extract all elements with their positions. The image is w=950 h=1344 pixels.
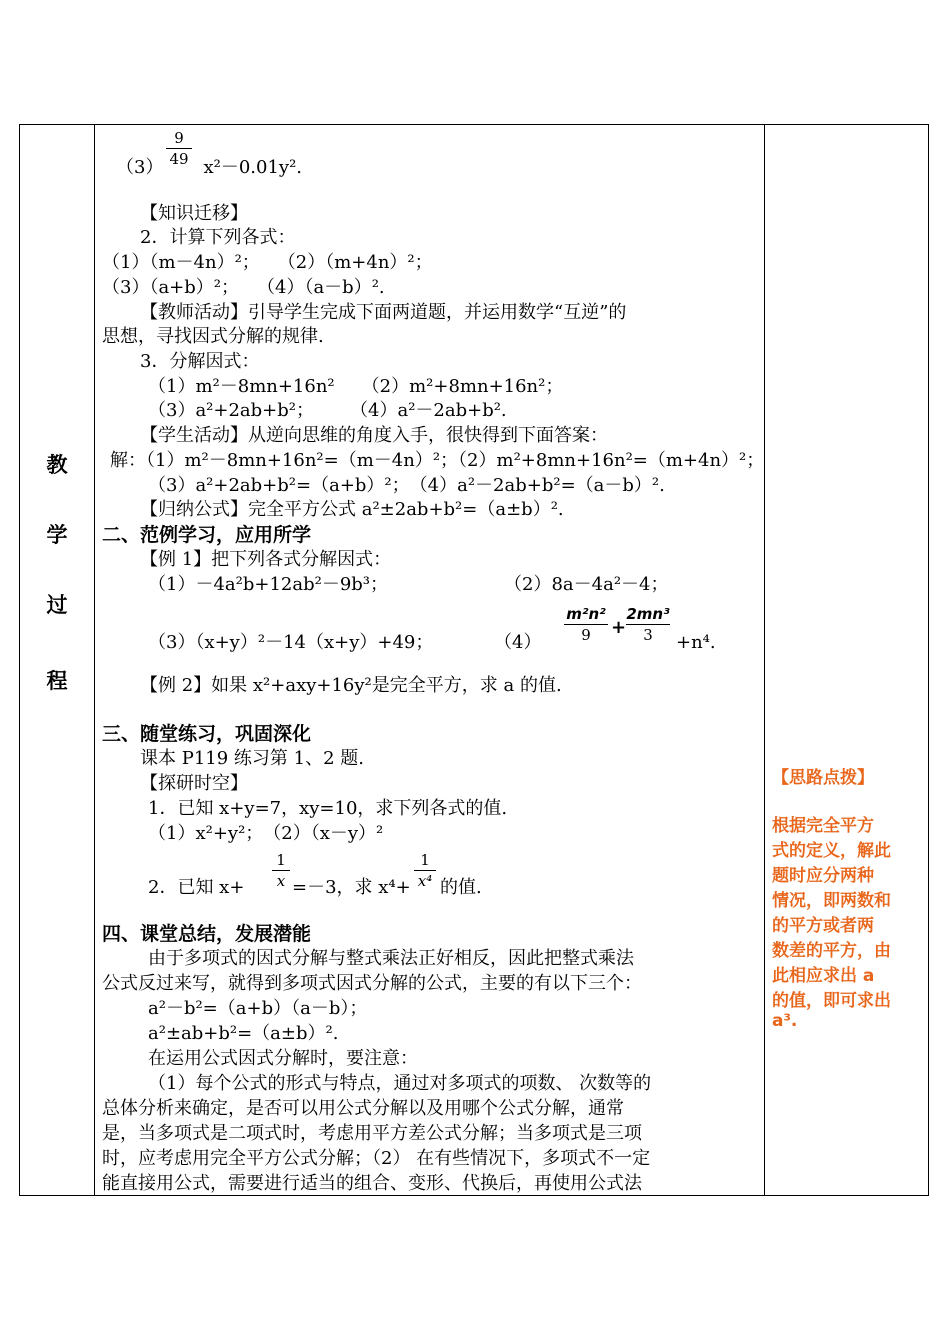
- section-4-title: 四、课堂总结，发展潜能: [102, 923, 312, 945]
- tip-line: 此相应求出 a: [772, 966, 875, 986]
- section-label-char: 程: [46, 669, 68, 693]
- summary-line-1: 由于多项式的因式分解与整式乘法正好相反，因此把整式乘法: [148, 948, 634, 969]
- teacher-activity-1: 【教师活动】引导学生完成下面两道题，并运用数学“互逆”的: [140, 302, 627, 323]
- exercise-q3-line: [116, 157, 302, 179]
- column-divider-right: [764, 125, 765, 1195]
- example-2: 【例 2】如果 x²+axy+16y²是完全平方，求 a 的值.: [140, 675, 562, 696]
- column-divider-left: [94, 125, 95, 1195]
- section-2-title: 二、范例学习，应用所学: [102, 524, 312, 546]
- section-label-char: 教: [46, 453, 68, 477]
- factor-heading: 3．分解因式：: [140, 351, 260, 372]
- explore-item-1-sub: （1）x²+y²； （2）（x－y）²: [148, 823, 384, 844]
- teacher-activity-2: 思想，寻找因式分解的规律.: [102, 326, 324, 347]
- q3-prefix: （3）: [116, 157, 164, 178]
- explore-item-1: 1．已知 x+y=7，xy=10，求下列各式的值.: [148, 798, 508, 819]
- summary-formula: 【归纳公式】完全平方公式 a²±2ab+b²=（a±b）².: [140, 499, 564, 520]
- explore-item-2-part-a: 2．已知 x+: [148, 877, 245, 898]
- fraction-numerator: 1: [276, 851, 286, 869]
- tip-line: a³.: [772, 1011, 798, 1031]
- calc-heading: 2．计算下列各式：: [140, 227, 296, 248]
- lesson-table: [19, 124, 929, 1196]
- summary-line-9: 时，应考虑用完全平方公式分解；（2） 在有些情况下，多项式不一定: [102, 1148, 651, 1169]
- fraction-numerator: 1: [420, 851, 430, 869]
- knowledge-migration-heading: 【知识迁移】: [140, 203, 248, 224]
- fraction-1-x: [272, 851, 290, 890]
- section-label-char: 过: [46, 593, 68, 617]
- tip-line: 数差的平方，由: [772, 941, 891, 961]
- fraction-1-x4: [414, 851, 436, 890]
- summary-line-2: 公式反过来写，就得到多项式因式分解的公式，主要的有以下三个：: [102, 973, 642, 994]
- explore-item-2-part-c: 的值.: [440, 877, 482, 898]
- calc-items-1: （1）（m－4n）²； （2）（m+4n）²；: [102, 252, 433, 273]
- tip-title: 【思路点拨】: [772, 768, 874, 788]
- explore-item-2-part-b: =－3，求 x⁴+: [292, 877, 411, 898]
- section-label-char: 学: [46, 523, 68, 547]
- summary-line-3: a²－b²=（a+b）（a－b）；: [148, 998, 368, 1019]
- summary-line-5: 在运用公式因式分解时，要注意：: [148, 1048, 418, 1069]
- summary-line-6: （1）每个公式的形式与特点，通过对多项式的项数、 次数等的: [148, 1073, 652, 1094]
- student-activity-2: 解：（1）m²－8mn+16n²=（m－4n）²；（2）m²+8mn+16n²=（m+4n）²；: [110, 450, 764, 471]
- factor-items-2: （3）a²+2ab+b²； （4）a²－2ab+b².: [148, 400, 507, 421]
- q3-expression: x²－0.01y².: [203, 157, 303, 178]
- fraction-numerator: 2mn³: [626, 605, 670, 623]
- summary-line-8: 是，当多项式是二项式时，考虑用平方差公式分解；当多项式是三项: [102, 1123, 642, 1144]
- tip-line: 情况，即两数和: [772, 891, 891, 911]
- fraction-2mn3-3: [626, 605, 670, 644]
- tip-line: 式的定义，解此: [772, 841, 891, 861]
- section-3-title: 三、随堂练习，巩固深化: [102, 723, 312, 745]
- fraction-denominator: x: [276, 872, 286, 890]
- example-1-item-4-suffix: +n⁴.: [676, 632, 716, 653]
- fraction-numerator: 9: [174, 129, 184, 147]
- tip-column: [766, 125, 928, 1195]
- fraction-m2n2-9: [564, 605, 608, 644]
- fraction-denominator: 49: [169, 150, 189, 168]
- example-1-item-2: （2）8a－4a²－4；: [504, 574, 669, 595]
- example-1-heading: 【例 1】把下列各式分解因式：: [140, 549, 392, 570]
- tip-line: 题时应分两种: [772, 866, 874, 886]
- calc-items-2: （3）（a+b）²； （4）（a－b）².: [102, 277, 385, 298]
- student-activity-3: （3）a²+2ab+b²=（a+b）²； （4）a²－2ab+b²=（a－b）².: [148, 475, 665, 496]
- plus-sign: +: [611, 617, 627, 638]
- tip-line: 的平方或者两: [772, 916, 874, 936]
- summary-line-10: 能直接用公式，需要进行适当的组合、变形、代换后，再使用公式法: [102, 1173, 642, 1194]
- fraction-denominator: x⁴: [417, 872, 433, 890]
- fraction-denominator: 9: [581, 626, 591, 644]
- example-1-item-3: （3）（x+y）²－14（x+y）+49；: [148, 632, 434, 653]
- student-activity-1: 【学生活动】从逆向思维的角度入手，很快得到下面答案：: [140, 425, 608, 446]
- summary-line-7: 总体分析来确定，是否可以用公式分解以及用哪个公式分解，通常: [102, 1098, 624, 1119]
- textbook-exercise: 课本 P119 练习第 1、2 题.: [140, 748, 364, 769]
- tip-line: 根据完全平方: [772, 816, 874, 836]
- fraction-numerator: m²n²: [566, 605, 606, 623]
- explore-heading: 【探研时空】: [140, 773, 248, 794]
- factor-items-1: （1）m²－8mn+16n² （2）m²+8mn+16n²；: [148, 376, 564, 397]
- section-label-column: [20, 125, 94, 1195]
- summary-line-4: a²±ab+b²=（a±b）².: [148, 1023, 339, 1044]
- example-1-item-1: （1）－4a²b+12ab²－9b³；: [148, 574, 389, 595]
- example-1-item-4-prefix: （4）: [494, 632, 542, 653]
- tip-line: 的值，即可求出: [772, 991, 891, 1011]
- teaching-content: [96, 125, 764, 1195]
- fraction-denominator: 3: [643, 626, 653, 644]
